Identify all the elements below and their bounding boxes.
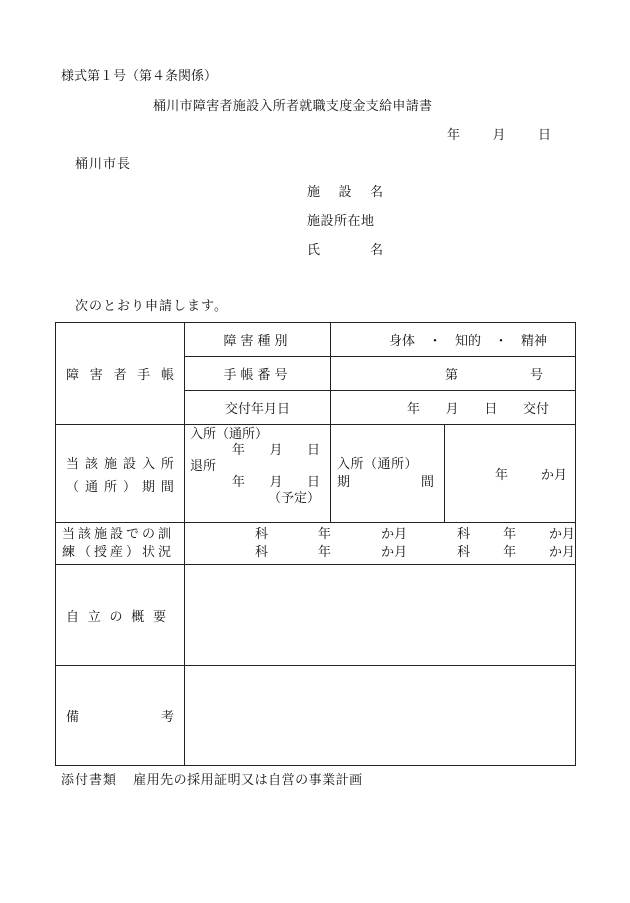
attachments-line: 添付書類 雇用先の採用証明又は自営の事業計画 bbox=[61, 773, 363, 788]
admission-label-cell: 当 該 施 設 入 所 （ 通 所 ） 期 間 bbox=[56, 425, 185, 523]
handbook-number-value[interactable]: 第 号 bbox=[331, 357, 576, 391]
handbook-number-label: 手帳番号 bbox=[185, 357, 331, 391]
training-row bbox=[56, 523, 576, 565]
admit-date: 年 月 日 bbox=[232, 443, 320, 458]
period-label-cell: 入所（通所） 期 間 bbox=[331, 425, 445, 523]
planned-note: （予定） bbox=[267, 491, 320, 506]
admission-row bbox=[56, 425, 576, 523]
period-value-cell[interactable]: 年 か月 bbox=[445, 425, 576, 523]
independence-value-cell[interactable] bbox=[185, 565, 576, 666]
independence-row bbox=[56, 565, 576, 666]
disability-type-row bbox=[56, 323, 576, 357]
intro-text: 次のとおり申請します。 bbox=[75, 299, 228, 314]
remarks-value-cell[interactable] bbox=[185, 666, 576, 766]
form-number: 様式第１号（第４条関係） bbox=[61, 69, 218, 84]
form-title: 桶川市障害者施設入所者就職支度金支給申請書 bbox=[153, 99, 433, 114]
training-line-2: 科 年 か月 科 年 か月 bbox=[255, 544, 576, 560]
admit-label: 入所（通所） bbox=[190, 427, 269, 442]
issue-date-label: 交付年月日 bbox=[185, 391, 331, 425]
leave-label: 退所 bbox=[190, 459, 217, 474]
disability-type-value[interactable]: 身体 ・ 知的 ・ 精神 bbox=[331, 323, 576, 357]
remarks-row bbox=[56, 666, 576, 766]
independence-label-cell: 自 立 の 概 要 bbox=[56, 565, 185, 666]
training-line-1: 科 年 か月 科 年 か月 bbox=[255, 526, 576, 542]
applicant-name-label: 氏 名 bbox=[307, 243, 383, 258]
addressee: 桶川市長 bbox=[75, 157, 132, 172]
facility-name-label: 施 設 名 bbox=[307, 185, 383, 200]
facility-address-label: 施設所在地 bbox=[307, 214, 375, 229]
application-table bbox=[55, 322, 576, 766]
issue-date-value[interactable]: 年 月 日 交付 bbox=[331, 391, 576, 425]
remarks-label-cell: 備 考 bbox=[56, 666, 185, 766]
disability-type-label: 障害種別 bbox=[185, 323, 331, 357]
handbook-label-cell: 障 害 者 手 帳 bbox=[56, 323, 185, 425]
training-value-cell[interactable] bbox=[185, 523, 576, 565]
training-label-cell: 当該施設での訓 練（授産）状況 bbox=[56, 523, 185, 565]
leave-date: 年 月 日 bbox=[232, 475, 320, 490]
admission-dates-cell[interactable] bbox=[185, 425, 331, 523]
date-line: 年 月 日 bbox=[447, 128, 551, 143]
